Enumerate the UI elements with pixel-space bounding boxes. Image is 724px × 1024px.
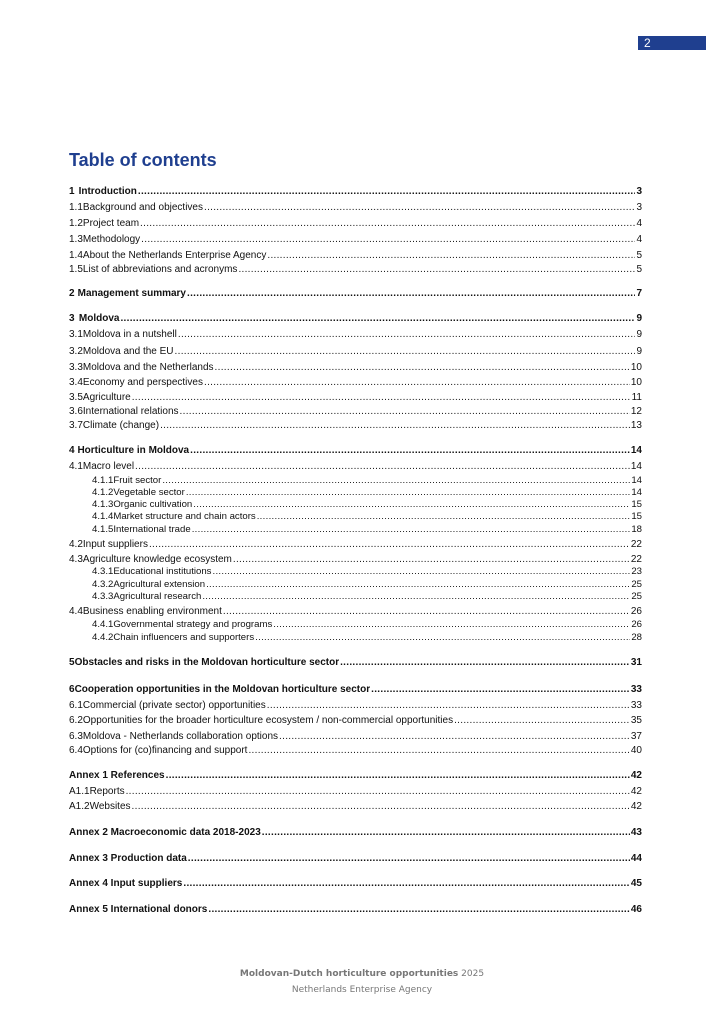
- toc-entry-label[interactable]: Agriculture knowledge ecosystem: [82, 554, 232, 565]
- toc-entry[interactable]: [69, 287, 642, 300]
- toc-entry-number: 6.3: [69, 731, 83, 742]
- toc-entry-page[interactable]: 28: [631, 632, 642, 643]
- dot-leader: [248, 744, 629, 757]
- toc-entry-number: 1.4: [69, 250, 83, 261]
- toc-entry-label[interactable]: Educational institutions: [113, 566, 212, 577]
- toc-entry-page[interactable]: 5: [636, 250, 642, 261]
- toc-entry-number: 1: [69, 186, 75, 197]
- toc-entry-number: 4.1.1: [92, 475, 114, 486]
- toc-entry-number: 6.4: [69, 745, 83, 756]
- toc-entry-page[interactable]: 14: [631, 487, 642, 498]
- toc-entry-label[interactable]: Moldova and the Netherlands: [82, 362, 214, 373]
- toc-entry-page[interactable]: 14: [630, 445, 642, 456]
- toc-entry-label[interactable]: Fruit sector: [113, 475, 162, 486]
- toc-entry[interactable]: [69, 405, 642, 418]
- toc-entry-label[interactable]: Annex 1 References: [69, 770, 165, 781]
- toc-entry-page[interactable]: 12: [630, 406, 642, 417]
- toc-entry-label[interactable]: Economy and perspectives: [82, 377, 203, 388]
- toc-entry-label[interactable]: Annex 4 Input suppliers: [69, 878, 183, 889]
- toc-entry-label[interactable]: Climate (change): [82, 420, 160, 431]
- toc-entry-page[interactable]: 45: [630, 878, 642, 889]
- toc-entry[interactable]: [69, 510, 642, 523]
- toc-entry[interactable]: [69, 744, 642, 757]
- toc-entry-number: 3.2: [69, 346, 83, 357]
- toc-entry[interactable]: [69, 328, 642, 341]
- toc-entry[interactable]: [69, 714, 642, 727]
- toc-entry-page[interactable]: 3: [636, 202, 642, 213]
- toc-entry[interactable]: [69, 460, 642, 473]
- toc-entry-page[interactable]: 14: [630, 461, 642, 472]
- toc-entry-page[interactable]: 25: [631, 591, 642, 602]
- toc-entry-label[interactable]: Websites: [89, 801, 131, 812]
- toc-entry-number: 4.1.5: [92, 524, 114, 535]
- toc-entry-label[interactable]: Methodology: [82, 234, 141, 245]
- dot-leader: [149, 538, 630, 551]
- dot-leader: [454, 714, 630, 727]
- dot-leader: [267, 699, 630, 712]
- toc-entry-label[interactable]: Market structure and chain actors: [113, 511, 256, 522]
- toc-entry[interactable]: [69, 852, 642, 865]
- page-number: 2: [638, 36, 706, 50]
- toc-entry-number: 4.4.2: [92, 632, 114, 643]
- toc-entry[interactable]: [69, 538, 642, 551]
- toc-entry[interactable]: [69, 185, 642, 198]
- dot-leader: [204, 376, 630, 389]
- toc-entry[interactable]: [69, 590, 642, 603]
- toc-entry[interactable]: [69, 769, 642, 782]
- dot-leader: [138, 185, 636, 198]
- toc-entry-label[interactable]: Chain influencers and supporters: [113, 632, 255, 643]
- dot-leader: [135, 460, 630, 473]
- toc-entry-page[interactable]: 9: [636, 329, 642, 340]
- dot-leader: [215, 361, 630, 374]
- footer-year: 2025: [461, 969, 485, 979]
- toc-entry-label[interactable]: Annex 3 Production data: [69, 853, 187, 864]
- toc-entry-page[interactable]: 26: [631, 619, 642, 630]
- toc-entry[interactable]: [69, 826, 642, 839]
- toc-entry[interactable]: [69, 312, 642, 325]
- toc-entry-label[interactable]: Cooperation opportunities in the Moldovan horticulture sector: [74, 684, 371, 695]
- toc-entry-page[interactable]: 10: [630, 362, 642, 373]
- toc-entry-page[interactable]: 7: [636, 288, 642, 299]
- dot-leader: [166, 769, 630, 782]
- toc-entry-page[interactable]: 26: [630, 606, 642, 617]
- toc-entry[interactable]: [69, 249, 642, 262]
- toc-entry-page[interactable]: 11: [631, 392, 642, 403]
- toc-entry-number: 4.3.1: [92, 566, 114, 577]
- toc-entry-label[interactable]: Background and objectives: [82, 202, 203, 213]
- toc-entry-label[interactable]: Moldova and the EU: [82, 346, 174, 357]
- dot-leader: [262, 826, 630, 839]
- toc-entry-page[interactable]: 42: [630, 786, 642, 797]
- toc-entry[interactable]: [69, 903, 642, 916]
- dot-leader: [192, 523, 631, 536]
- toc-entry-label[interactable]: Moldova in a nutshell: [82, 329, 177, 340]
- dot-leader: [183, 877, 630, 890]
- toc-entry[interactable]: [69, 263, 642, 276]
- dot-leader: [208, 903, 630, 916]
- toc-entry-label[interactable]: Options for (co)financing and support: [82, 745, 248, 756]
- toc-entry-label[interactable]: Agricultural research: [113, 591, 202, 602]
- footer-org: Netherlands Enterprise Agency: [291, 985, 433, 995]
- toc-entry[interactable]: [69, 877, 642, 890]
- toc-entry-number: 1.5: [69, 264, 83, 275]
- toc-entry-label[interactable]: Annex 5 International donors: [69, 904, 208, 915]
- toc-entry-page[interactable]: 15: [631, 499, 642, 510]
- toc-entry-label[interactable]: Agriculture: [82, 392, 131, 403]
- toc-entry-number: 3.3: [69, 362, 83, 373]
- toc-entry-number: 5: [69, 657, 75, 668]
- toc-entry-label[interactable]: Annex 2 Macroeconomic data 2018-2023: [69, 827, 261, 838]
- dot-leader: [257, 510, 631, 523]
- toc-entry-number: 4.1.3: [92, 499, 114, 510]
- toc-entry-number: 3: [69, 313, 75, 324]
- toc-entry[interactable]: [69, 699, 642, 712]
- toc-entry-page[interactable]: 22: [630, 554, 642, 565]
- toc-entry-page[interactable]: 23: [631, 566, 642, 577]
- toc-entry-page[interactable]: 14: [631, 475, 642, 486]
- toc-entry-number: 6: [69, 684, 75, 695]
- toc-entry-label[interactable]: Introduction: [78, 186, 137, 197]
- toc-entry-number: 4.1.4: [92, 511, 114, 522]
- toc-entry-label[interactable]: Agricultural extension: [113, 579, 206, 590]
- toc-entry[interactable]: [69, 201, 642, 214]
- toc-entry-number: 4.3: [69, 554, 83, 565]
- toc-entry-label[interactable]: Horticulture in Moldova: [77, 445, 190, 456]
- dot-leader: [279, 730, 630, 743]
- toc-entry-page[interactable]: 44: [630, 853, 642, 864]
- toc-entry-page[interactable]: 43: [630, 827, 642, 838]
- toc-entry-number: 4.4.1: [92, 619, 114, 630]
- dot-leader: [141, 233, 635, 246]
- toc-entry-page[interactable]: 46: [630, 904, 642, 915]
- toc-entry[interactable]: [69, 631, 642, 644]
- dot-leader: [238, 263, 635, 276]
- page-title: Table of contents: [69, 150, 217, 170]
- toc-entry-page[interactable]: 35: [630, 715, 642, 726]
- dot-leader: [132, 391, 631, 404]
- toc-entry-number: 4: [69, 445, 75, 456]
- toc-entry-number: 6.2: [69, 715, 83, 726]
- dot-leader: [132, 800, 630, 813]
- dot-leader: [212, 565, 630, 578]
- toc-entry-number: 1.1: [69, 202, 83, 213]
- dot-leader: [202, 590, 630, 603]
- toc-entry-number: 4.4: [69, 606, 83, 617]
- toc-entry[interactable]: [69, 605, 642, 618]
- toc-entry[interactable]: [69, 730, 642, 743]
- toc-entry-label[interactable]: Vegetable sector: [113, 487, 185, 498]
- toc-entry-number: 4.1: [69, 461, 83, 472]
- dot-leader: [273, 618, 630, 631]
- toc-entry-label[interactable]: Macro level: [82, 461, 135, 472]
- toc-entry[interactable]: [69, 345, 642, 358]
- dot-leader: [188, 852, 630, 865]
- toc-entry-label[interactable]: Management summary: [77, 288, 186, 299]
- toc-entry[interactable]: [69, 656, 642, 669]
- toc-entry-label[interactable]: List of abbreviations and acronyms: [82, 264, 238, 275]
- toc-entry-page[interactable]: 13: [630, 420, 642, 431]
- toc-entry[interactable]: [69, 565, 642, 578]
- toc-entry-number: 1.3: [69, 234, 83, 245]
- toc-entry-page[interactable]: 9: [636, 346, 642, 357]
- toc-entry-page[interactable]: 5: [636, 264, 642, 275]
- toc-entry[interactable]: [69, 391, 642, 404]
- dot-leader: [175, 345, 636, 358]
- toc-entry-number: A1.2: [69, 801, 90, 812]
- toc-entry-number: 2: [69, 288, 75, 299]
- toc-entry-number: 4.1.2: [92, 487, 114, 498]
- toc-entry[interactable]: [69, 618, 642, 631]
- dot-leader: [190, 444, 630, 457]
- toc-entry-number: 3.4: [69, 377, 83, 388]
- toc-entry-page[interactable]: 42: [630, 770, 642, 781]
- toc-entry-label[interactable]: Moldova: [78, 313, 120, 324]
- toc-entry-label[interactable]: International trade: [113, 524, 191, 535]
- toc-entry-page[interactable]: 31: [630, 657, 642, 668]
- toc-entry-label[interactable]: International relations: [82, 406, 179, 417]
- toc-entry-page[interactable]: 22: [630, 539, 642, 550]
- dot-leader: [180, 405, 630, 418]
- toc-entry-label[interactable]: Obstacles and risks in the Moldovan horticulture sector: [74, 657, 340, 668]
- toc-entry-number: 1.2: [69, 218, 83, 229]
- toc-entry-number: 4.3.2: [92, 579, 114, 590]
- toc-entry[interactable]: [69, 800, 642, 813]
- dot-leader: [126, 785, 630, 798]
- toc-entry[interactable]: [69, 233, 642, 246]
- toc-entry-page[interactable]: 40: [630, 745, 642, 756]
- toc-entry-label[interactable]: Organic cultivation: [113, 499, 193, 510]
- toc-entry-number: 4.3.3: [92, 591, 114, 602]
- toc-entry[interactable]: [69, 683, 642, 696]
- toc-entry-number: 3.7: [69, 420, 83, 431]
- dot-leader: [223, 605, 630, 618]
- toc-entry[interactable]: [69, 523, 642, 536]
- toc-entry-page[interactable]: 3: [636, 186, 642, 197]
- toc-entry-label[interactable]: Commercial (private sector) opportunities: [82, 700, 266, 711]
- toc-entry-label[interactable]: Opportunities for the broader horticulture ecosystem / non-commercial opportunities: [82, 715, 454, 726]
- toc-entry-page[interactable]: 18: [631, 524, 642, 535]
- toc-entry[interactable]: [69, 361, 642, 374]
- dot-leader: [120, 312, 635, 325]
- toc-entry-page[interactable]: 25: [631, 579, 642, 590]
- toc-entry[interactable]: [69, 376, 642, 389]
- toc-entry[interactable]: [69, 444, 642, 457]
- dot-leader: [160, 419, 630, 432]
- toc-entry-label[interactable]: Governmental strategy and programs: [113, 619, 273, 630]
- toc-entry-page[interactable]: 42: [630, 801, 642, 812]
- dot-leader: [255, 631, 630, 644]
- toc-entry[interactable]: [69, 785, 642, 798]
- dot-leader: [204, 201, 635, 214]
- toc-entry-page[interactable]: 33: [630, 700, 642, 711]
- toc-entry-number: 4.2: [69, 539, 83, 550]
- toc-entry-page[interactable]: 9: [636, 313, 642, 324]
- toc-entry-page[interactable]: 4: [636, 234, 642, 245]
- dot-leader: [187, 287, 635, 300]
- dot-leader: [371, 683, 630, 696]
- dot-leader: [267, 249, 635, 262]
- footer-title: Moldovan-Dutch horticulture opportunities: [239, 969, 459, 979]
- toc-entry-page[interactable]: 10: [630, 377, 642, 388]
- toc-entry-number: 3.5: [69, 392, 83, 403]
- toc-entry-label[interactable]: Project team: [82, 218, 140, 229]
- toc-entry-page[interactable]: 15: [631, 511, 642, 522]
- toc-entry-number: 6.1: [69, 700, 83, 711]
- toc-entry-label[interactable]: About the Netherlands Enterprise Agency: [82, 250, 267, 261]
- footer-title-line: [0, 969, 724, 979]
- toc-entry-label[interactable]: Input suppliers: [82, 539, 148, 550]
- toc-entry[interactable]: [69, 217, 642, 230]
- toc-entry-number: 3.1: [69, 329, 83, 340]
- toc-entry-label[interactable]: Reports: [89, 786, 125, 797]
- dot-leader: [340, 656, 630, 669]
- toc-entry-label[interactable]: Business enabling environment: [82, 606, 222, 617]
- toc-entry-page[interactable]: 33: [630, 684, 642, 695]
- dot-leader: [178, 328, 636, 341]
- toc-entry-page[interactable]: 37: [630, 731, 642, 742]
- dot-leader: [140, 217, 635, 230]
- toc-entry-number: A1.1: [69, 786, 90, 797]
- toc-entry-label[interactable]: Moldova - Netherlands collaboration options: [82, 731, 279, 742]
- toc-entry[interactable]: [69, 419, 642, 432]
- toc-entry-page[interactable]: 4: [636, 218, 642, 229]
- toc-entry-number: 3.6: [69, 406, 83, 417]
